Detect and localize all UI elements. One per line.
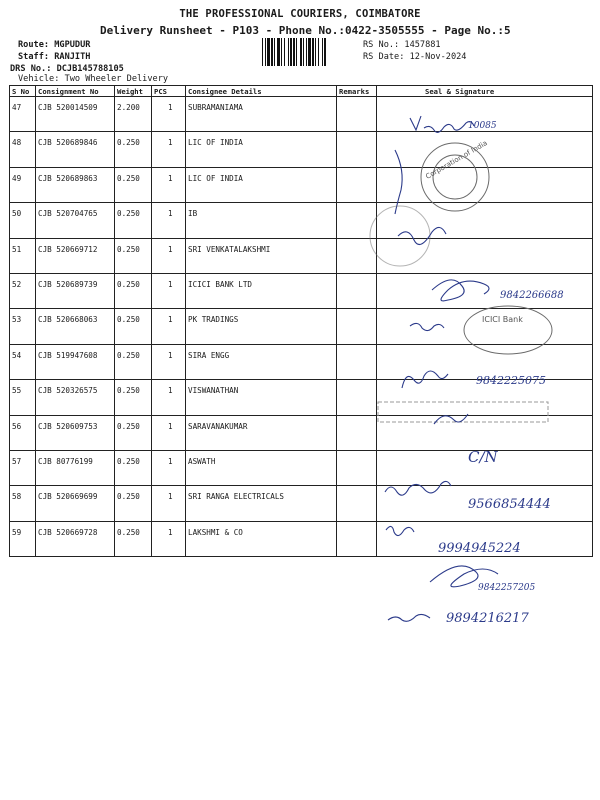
- barcode-bar: [315, 38, 316, 66]
- row-seal-signature: [377, 450, 593, 485]
- row-consignment-no: CJB 520669728: [36, 521, 115, 556]
- signature-number: 9994945224: [438, 541, 521, 556]
- row-weight: 0.250: [115, 309, 152, 344]
- table-row: [10, 309, 593, 344]
- signature-row-55: C/N: [468, 448, 498, 466]
- row-remarks: [337, 450, 377, 485]
- row-weight: 0.250: [115, 344, 152, 379]
- table-row: [10, 203, 593, 238]
- barcode-bar: [312, 38, 314, 66]
- signature-number: 9894216217: [446, 611, 529, 626]
- barcode-bar: [300, 38, 302, 66]
- barcode-bar: [296, 38, 297, 66]
- table-header-row: [10, 86, 593, 97]
- row-consignee: SIRA ENGG: [186, 344, 337, 379]
- barcode-bar: [284, 38, 285, 66]
- barcode: [262, 38, 354, 66]
- row-seal-signature: [377, 521, 593, 556]
- row-seal-signature: [377, 97, 593, 132]
- row-pcs: 1: [152, 97, 186, 132]
- barcode-bar: [267, 38, 270, 66]
- row-weight: 0.250: [115, 203, 152, 238]
- table-row: [10, 486, 593, 521]
- table-row: [10, 238, 593, 273]
- row-seal-signature: [377, 486, 593, 521]
- barcode-bar: [303, 38, 304, 66]
- table-row: [10, 521, 593, 556]
- barcode-bar: [262, 38, 263, 66]
- barcode-bar: [318, 38, 319, 66]
- barcode-bar: [322, 38, 323, 66]
- row-sno: 48: [10, 132, 36, 167]
- table-row: [10, 344, 593, 379]
- row-sno: 54: [10, 344, 36, 379]
- barcode-bar: [274, 38, 275, 66]
- barcode-bar: [265, 38, 266, 66]
- row-remarks: [337, 273, 377, 308]
- col-consignee: Consignee Details: [186, 86, 337, 97]
- barcode-bar: [288, 38, 289, 66]
- row-remarks: [337, 486, 377, 521]
- row-consignment-no: CJB 520609753: [36, 415, 115, 450]
- row-pcs: 1: [152, 486, 186, 521]
- row-remarks: [337, 344, 377, 379]
- runsheet-table: [9, 85, 593, 557]
- table-row: [10, 450, 593, 485]
- row-consignment-no: CJB 520014509: [36, 97, 115, 132]
- row-remarks: [337, 238, 377, 273]
- row-seal-signature: [377, 380, 593, 415]
- col-weight: Weight: [115, 86, 152, 97]
- row-consignee: ASWATH: [186, 450, 337, 485]
- rs-date: RS Date: 12-Nov-2024: [363, 52, 467, 62]
- table-row: [10, 380, 593, 415]
- row-pcs: 1: [152, 132, 186, 167]
- col-seal-signature: Seal & Signature: [377, 86, 593, 97]
- row-remarks: [337, 521, 377, 556]
- row-sno: 53: [10, 309, 36, 344]
- barcode-bar: [293, 38, 295, 66]
- row-seal-signature: [377, 167, 593, 202]
- row-pcs: 1: [152, 309, 186, 344]
- row-seal-signature: [377, 309, 593, 344]
- row-consignment-no: CJB 520689863: [36, 167, 115, 202]
- row-weight: 0.250: [115, 132, 152, 167]
- row-sno: 49: [10, 167, 36, 202]
- signature-number: 9842225075: [476, 374, 546, 387]
- signature-number: 9842257205: [478, 583, 536, 593]
- drs-number: DRS No.: DCJB145788105: [10, 64, 124, 74]
- staff-label: Staff: RANJITH: [18, 52, 91, 62]
- stamp-text: Corporation of India: [424, 139, 489, 181]
- row-consignment-no: CJB 520689739: [36, 273, 115, 308]
- row-consignee: SRI RANGA ELECTRICALS: [186, 486, 337, 521]
- row-weight: 0.250: [115, 450, 152, 485]
- row-sno: 58: [10, 486, 36, 521]
- signature-number: 9842266688: [500, 290, 564, 301]
- row-weight: 0.250: [115, 273, 152, 308]
- row-seal-signature: [377, 238, 593, 273]
- table-row: [10, 273, 593, 308]
- row-consignment-no: CJB 80776199: [36, 450, 115, 485]
- row-sno: 51: [10, 238, 36, 273]
- row-remarks: [337, 167, 377, 202]
- row-remarks: [337, 309, 377, 344]
- row-weight: 0.250: [115, 486, 152, 521]
- row-consignment-no: CJB 520689846: [36, 132, 115, 167]
- row-pcs: 1: [152, 344, 186, 379]
- barcode-bar: [290, 38, 292, 66]
- row-consignee: SUBRAMANIAMA: [186, 97, 337, 132]
- row-pcs: 1: [152, 167, 186, 202]
- row-pcs: 1: [152, 203, 186, 238]
- row-seal-signature: [377, 203, 593, 238]
- row-consignee: PK TRADINGS: [186, 309, 337, 344]
- row-consignee: VISWANATHAN: [186, 380, 337, 415]
- row-consignee: SARAVANAKUMAR: [186, 415, 337, 450]
- barcode-bar: [306, 38, 307, 66]
- barcode-bar: [277, 38, 280, 66]
- row-seal-signature: [377, 273, 593, 308]
- runsheet-title: Delivery Runsheet - P103 - Phone No.:0422-3505555 - Page No.:5: [100, 24, 511, 37]
- company-title: THE PROFESSIONAL COURIERS, COIMBATORE: [179, 8, 421, 20]
- signature-row-59: [388, 611, 529, 626]
- row-weight: 0.250: [115, 521, 152, 556]
- col-pcs: PCS: [152, 86, 186, 97]
- row-sno: 57: [10, 450, 36, 485]
- row-consignment-no: CJB 520704765: [36, 203, 115, 238]
- stamp-text: ICICI Bank: [482, 315, 523, 324]
- row-consignee: LIC OF INDIA: [186, 167, 337, 202]
- signature-number: 10085: [468, 121, 497, 131]
- vehicle-label: Vehicle: Two Wheeler Delivery: [18, 74, 169, 84]
- row-remarks: [337, 203, 377, 238]
- row-sno: 47: [10, 97, 36, 132]
- row-consignee: SRI VENKATALAKSHMI: [186, 238, 337, 273]
- row-consignment-no: CJB 520668063: [36, 309, 115, 344]
- row-remarks: [337, 97, 377, 132]
- row-weight: 2.200: [115, 97, 152, 132]
- barcode-bar: [281, 38, 282, 66]
- row-weight: 0.250: [115, 167, 152, 202]
- barcode-bar: [308, 38, 311, 66]
- row-consignment-no: CJB 520669712: [36, 238, 115, 273]
- row-seal-signature: [377, 415, 593, 450]
- row-remarks: [337, 415, 377, 450]
- row-weight: 0.250: [115, 380, 152, 415]
- col-consignment: Consignment No: [36, 86, 115, 97]
- row-pcs: 1: [152, 450, 186, 485]
- row-consignee: IB: [186, 203, 337, 238]
- barcode-bar: [324, 38, 326, 66]
- row-pcs: 1: [152, 380, 186, 415]
- row-pcs: 1: [152, 238, 186, 273]
- row-seal-signature: [377, 344, 593, 379]
- row-sno: 56: [10, 415, 36, 450]
- row-weight: 0.250: [115, 415, 152, 450]
- route-label: Route: MGPUDUR: [18, 40, 91, 50]
- row-sno: 55: [10, 380, 36, 415]
- signature-number: 9566854444: [468, 497, 551, 512]
- row-sno: 50: [10, 203, 36, 238]
- row-pcs: 1: [152, 273, 186, 308]
- col-sno: S No: [10, 86, 36, 97]
- row-sno: 52: [10, 273, 36, 308]
- row-consignee: ICICI BANK LTD: [186, 273, 337, 308]
- row-consignee: LAKSHMI & CO: [186, 521, 337, 556]
- rs-number: RS No.: 1457881: [363, 40, 441, 50]
- row-remarks: [337, 380, 377, 415]
- table-row: [10, 415, 593, 450]
- col-remarks: Remarks: [337, 86, 377, 97]
- table-row: [10, 132, 593, 167]
- row-pcs: 1: [152, 521, 186, 556]
- row-consignment-no: CJB 520326575: [36, 380, 115, 415]
- table-row: [10, 167, 593, 202]
- table-row: [10, 97, 593, 132]
- signature-row-58: [430, 566, 536, 593]
- row-consignment-no: CJB 520669699: [36, 486, 115, 521]
- row-consignee: LIC OF INDIA: [186, 132, 337, 167]
- row-remarks: [337, 132, 377, 167]
- barcode-bar: [271, 38, 273, 66]
- row-sno: 59: [10, 521, 36, 556]
- row-weight: 0.250: [115, 238, 152, 273]
- row-consignment-no: CJB 519947608: [36, 344, 115, 379]
- row-pcs: 1: [152, 415, 186, 450]
- row-seal-signature: [377, 132, 593, 167]
